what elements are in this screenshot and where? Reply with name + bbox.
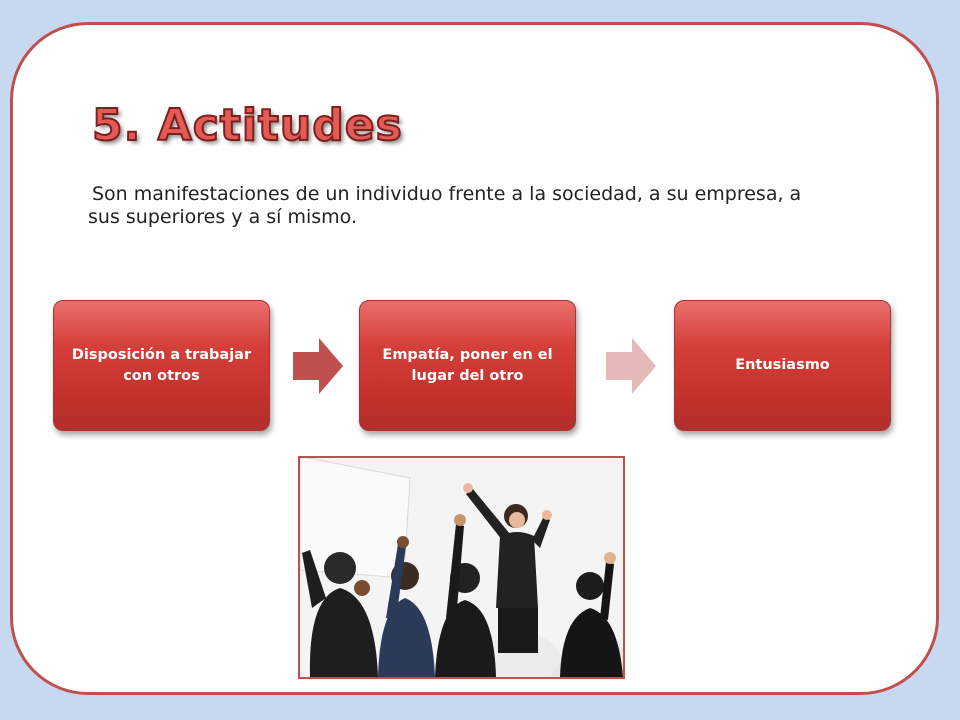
step-label: Empatía, poner en el lugar del otro	[382, 346, 553, 384]
arrow-right-icon	[606, 338, 656, 394]
step-box-disposicion	[53, 300, 270, 431]
arrow-right-icon	[293, 338, 343, 394]
office-celebration-photo	[298, 456, 625, 679]
step-label: Entusiasmo	[735, 357, 830, 373]
intro-text: Son manifestaciones de un individuo frente a la sociedad, a su empresa, a sus superiores y a sí mismo.	[88, 183, 802, 228]
slide-title: 5. Actitudes	[92, 100, 403, 151]
step-label: Disposición a trabajar con otros	[71, 346, 252, 384]
step-box-empatia	[359, 300, 576, 431]
step-box-entusiasmo	[674, 300, 891, 431]
